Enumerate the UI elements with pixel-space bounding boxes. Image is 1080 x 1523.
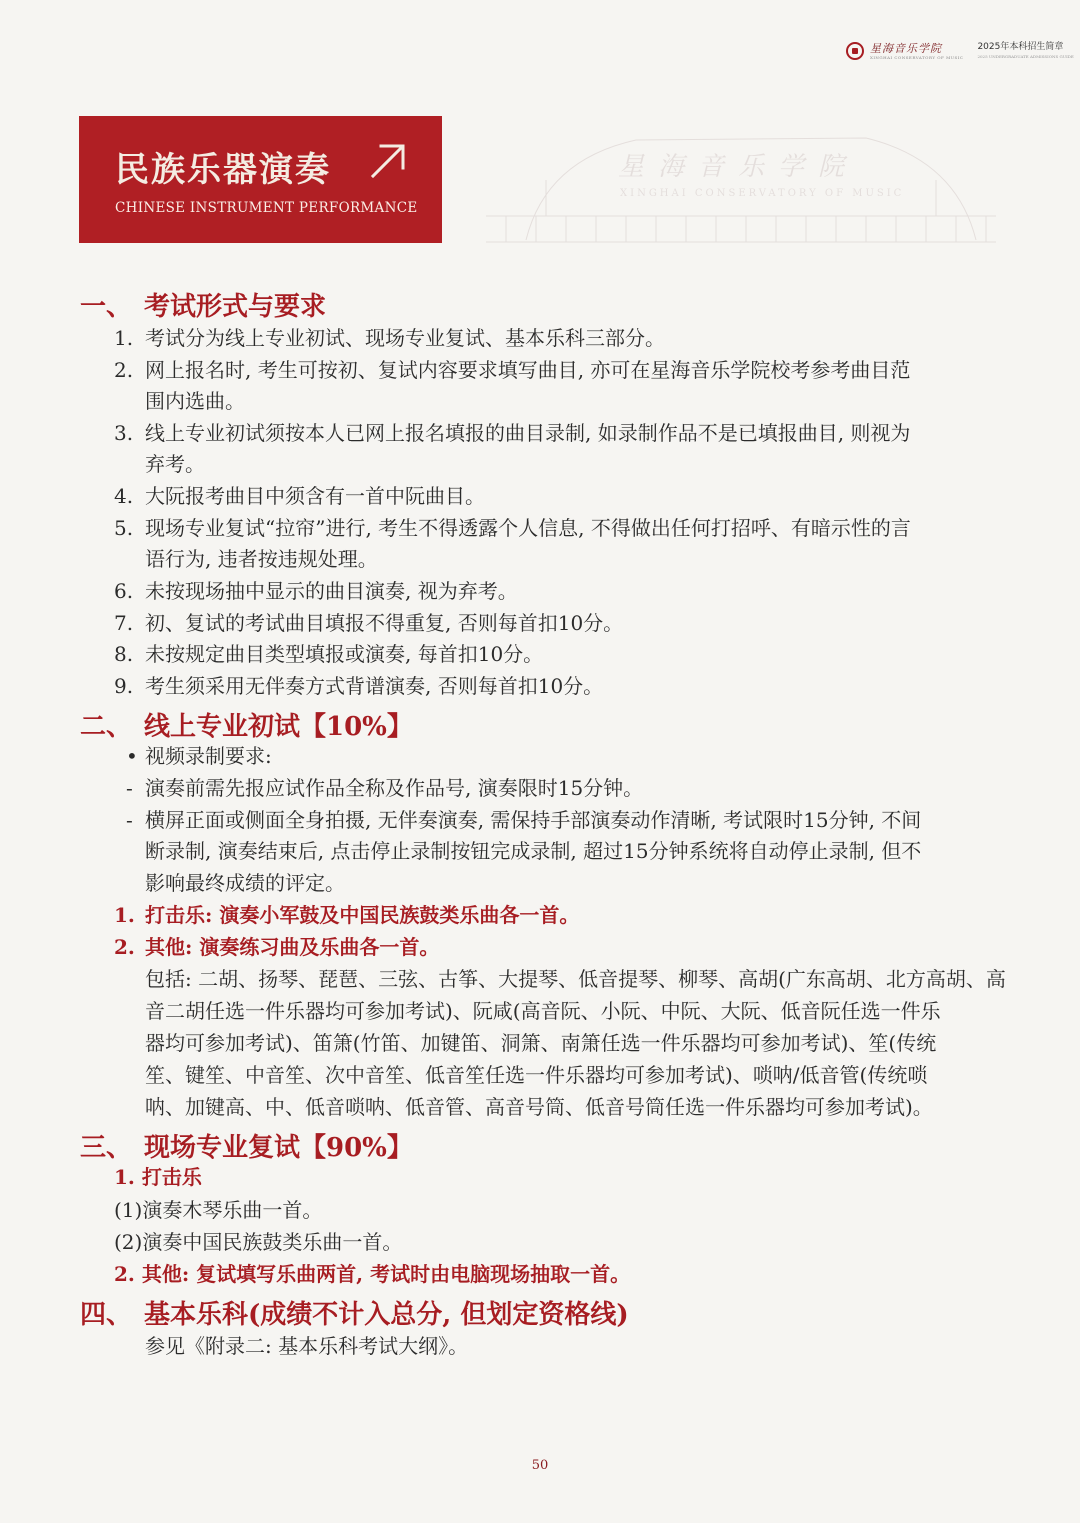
logo-subtitle: XINGHAI CONSERVATORY OF MUSIC [870,54,964,60]
list-item-text: 未按规定曲目类型填报或演奏, 每首扣10分。 [145,642,544,666]
banner-subtitle: CHINESE INSTRUMENT PERFORMANCE [115,200,418,216]
dash-item-text: 演奏前需先报应试作品全称及作品号, 演奏限时15分钟。 [145,776,644,800]
dash-item-text: 横屏正面或侧面全身拍摄, 无伴奏演奏, 需保持手部演奏动作清晰, 考试限时15分钟, 不间 [145,808,922,832]
list-item-text: 考试分为线上专业初试、现场专业复试、基本乐科三部分。 [145,326,665,350]
list-item: 9. [114,674,134,698]
highlight-text: 1. 打击乐 [114,1165,202,1189]
list-item: 1. [114,903,135,927]
list-item: 7. [114,611,134,635]
list-item: 1. [114,326,134,350]
sub-item-text: (2)演奏中国民族鼓类乐曲一首。 [114,1230,403,1254]
school-seal-icon [846,42,864,60]
brochure-title: 2025年本科招生简章 [977,42,1064,52]
section-title: 线上专业初试【10%】 [144,712,413,742]
section-3-heading [80,1127,413,1164]
dash-icon: - [126,776,133,800]
list-item-text: 网上报名时, 考生可按初、复试内容要求填写曲目, 亦可在星海音乐学院校考参考曲目范 [145,358,911,382]
school-logo [846,42,1074,60]
dash-item-text: 影响最终成绩的评定。 [145,871,345,895]
list-item: 2. [114,935,135,959]
section-banner [79,116,442,243]
section-number: 四、 [80,1300,133,1330]
dash-item-text: 断录制, 演奏结束后, 点击停止录制按钮完成录制, 超过15分钟系统将自动停止录制, 但不 [145,839,922,863]
list-item-text: 弃考。 [145,452,205,476]
watermark-name: 星海音乐学院 [618,152,859,182]
list-item: 5. [114,516,134,540]
list-item-text: 大阮报考曲目中须含有一首中阮曲目。 [145,484,485,508]
bullet-text: 视频录制要求: [145,744,272,768]
dash-icon: - [126,808,133,832]
highlight-text: 其他: 演奏练习曲及乐曲各一首。 [145,935,440,959]
arrow-up-right-icon [369,142,407,180]
list-item-text: 围内选曲。 [145,389,245,413]
bullet-icon: • [126,744,138,768]
list-item-text: 现场专业复试“拉帘”进行, 考生不得透露个人信息, 不得做出任何打招呼、有暗示性的言 [145,516,911,540]
highlight-text: 2. 其他: 复试填写乐曲两首, 考试时由电脑现场抽取一首。 [114,1262,631,1286]
logo-name: 星海音乐学院 [870,41,942,55]
paragraph-line: 参见《附录二: 基本乐科考试大纲》。 [145,1334,469,1358]
list-item: 4. [114,484,134,508]
section-title: 基本乐科(成绩不计入总分, 但划定资格线) [144,1300,629,1330]
list-item: 2. [114,358,134,382]
paragraph-line: 器均可参加考试)、笛箫(竹笛、加键笛、洞箫、南箫任选一件乐器均可参加考试)、笙(传统 [145,1031,937,1055]
list-item: 8. [114,642,134,666]
campus-watermark [486,120,996,245]
section-2-heading [80,706,413,743]
paragraph-line: 包括: 二胡、扬琴、琵琶、三弦、古筝、大提琴、低音提琴、柳琴、高胡(广东高胡、北方高胡、高 [145,967,1006,991]
section-1-heading [80,286,326,323]
list-item: 3. [114,421,134,445]
sub-item-text: (1)演奏木琴乐曲一首。 [114,1198,323,1222]
page-number: 50 [531,1458,549,1473]
section-number: 二、 [80,712,133,742]
list-item: 6. [114,579,134,603]
paragraph-line: 音二胡任选一件乐器均可参加考试)、阮咸(高音阮、小阮、中阮、大阮、低音阮任选一件乐 [145,999,941,1023]
list-item-text: 未按现场抽中显示的曲目演奏, 视为弃考。 [145,579,518,603]
section-title: 现场专业复试【90%】 [144,1133,413,1163]
section-number: 一、 [80,292,133,322]
list-item-text: 初、复试的考试曲目填报不得重复, 否则每首扣10分。 [145,611,624,635]
brochure-subtitle: 2025 UNDERGRADUATE ADMISSIONS GUIDE [977,54,1074,59]
list-item-text: 语行为, 违者按违规处理。 [145,547,378,571]
section-title: 考试形式与要求 [144,292,327,322]
paragraph-line: 呐、加键高、中、低音唢呐、低音管、高音号筒、低音号筒任选一件乐器均可参加考试)。 [145,1095,933,1119]
highlight-text: 打击乐: 演奏小军鼓及中国民族鼓类乐曲各一首。 [145,903,580,927]
section-4-heading [80,1294,629,1331]
banner-title: 民族乐器演奏 [115,150,331,190]
list-item-text: 线上专业初试须按本人已网上报名填报的曲目录制, 如录制作品不是已填报曲目, 则视为 [145,421,911,445]
list-item-text: 考生须采用无伴奏方式背谱演奏, 否则每首扣10分。 [145,674,604,698]
watermark-subtitle: XINGHAI CONSERVATORY OF MUSIC [620,188,905,199]
section-number: 三、 [80,1133,133,1163]
paragraph-line: 笙、键笙、中音笙、次中音笙、低音笙任选一件乐器均可参加考试)、唢呐/低音管(传统唢 [145,1063,928,1087]
